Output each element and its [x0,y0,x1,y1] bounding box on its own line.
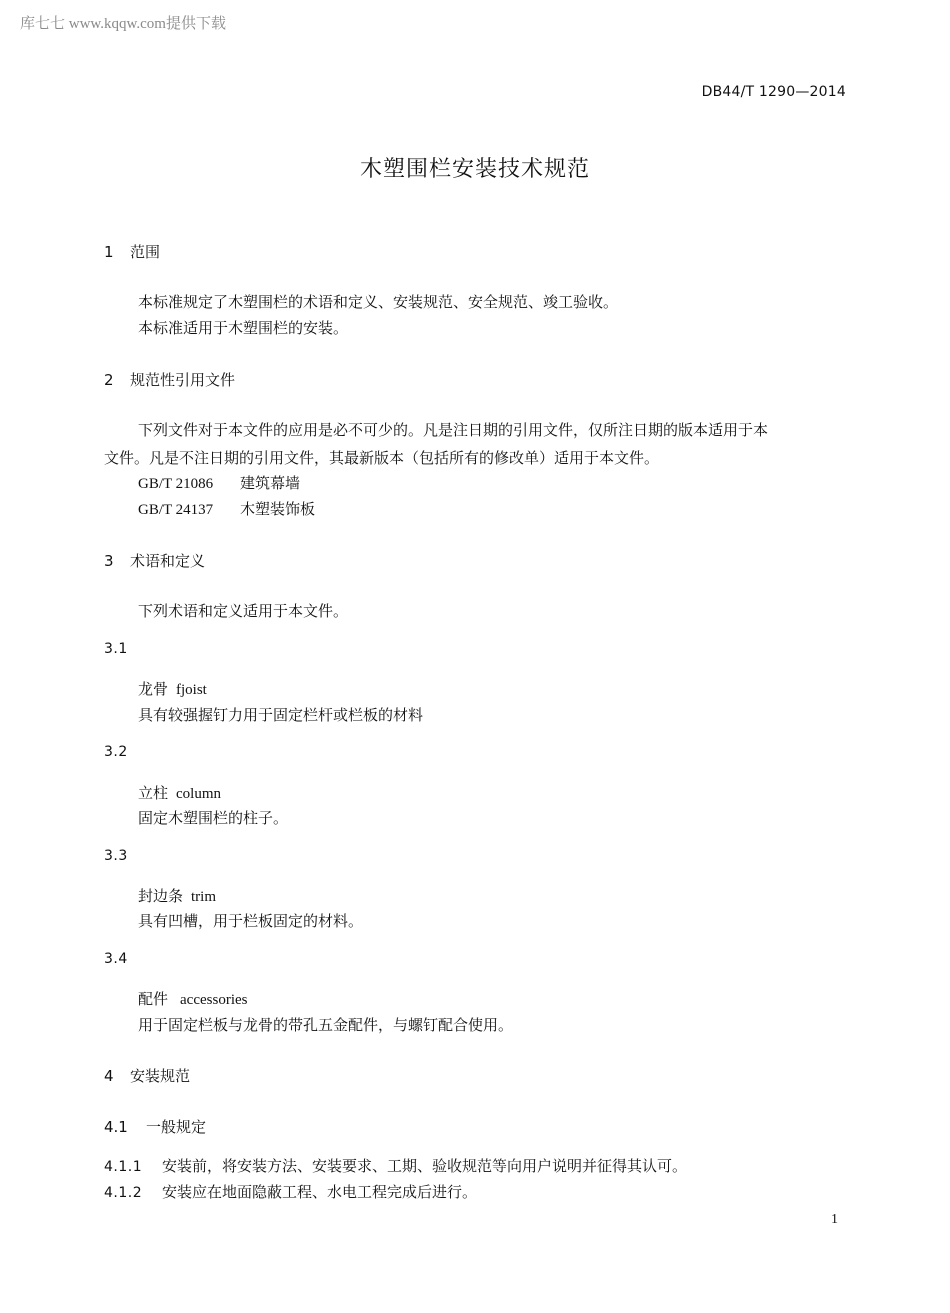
terms-intro: 下列术语和定义适用于本文件。 [138,604,349,620]
term-heading [138,782,221,803]
term-english: trim [191,889,217,905]
reference-code: GB/T 24137 [138,502,214,518]
term-definition: 固定木塑围栏的柱子。 [138,811,289,827]
term-definition: 具有凹槽，用于栏板固定的材料。 [138,914,364,930]
page-number: 1 [831,1212,838,1227]
term-heading [138,988,247,1009]
term-chinese: 封边条 [138,887,184,905]
clause-item [104,1181,477,1202]
term-heading [138,678,207,699]
section-2-heading [104,369,235,390]
scope-paragraph-2: 本标准适用于木塑围栏的安装。 [138,321,349,337]
clause-item [104,1155,687,1176]
reference-item [138,472,300,493]
clause-number: 4.1.2 [104,1185,143,1201]
section-1-heading [104,241,160,262]
references-paragraph-line-1: 下列文件对于本文件的应用是必不可少的。凡是注日期的引用文件，仅所注日期的版本适用于本 [138,423,769,439]
term-heading [138,885,216,906]
term-number: 3.4 [104,951,128,967]
section-number: 2 [104,371,114,389]
reference-name: 木塑装饰板 [240,502,316,518]
standard-code: DB44/T 1290—2014 [701,84,846,100]
term-definition: 具有较强握钉力用于固定栏杆或栏板的材料 [138,708,424,724]
term-chinese: 立柱 [138,784,169,802]
term-english: column [176,786,222,802]
term-number: 3.2 [104,744,128,760]
term-definition: 用于固定栏板与龙骨的带孔五金配件，与螺钉配合使用。 [138,1018,514,1034]
term-english: fjoist [176,682,207,698]
document-title: 木塑围栏安装技术规范 [359,157,590,182]
subsection-title: 一般规定 [146,1118,207,1136]
term-chinese: 配件 [138,990,169,1008]
watermark: 库七七 www.kqqw.com提供下载 [20,16,226,32]
term-number: 3.3 [104,848,128,864]
clause-number: 4.1.1 [104,1159,143,1175]
section-title: 范围 [130,243,161,261]
clause-text: 安装前，将安装方法、安装要求、工期、验收规范等向用户说明并征得其认可。 [162,1159,688,1175]
section-title: 安装规范 [130,1067,191,1085]
term-english: accessories [180,992,248,1008]
section-title: 术语和定义 [130,552,206,570]
reference-name: 建筑幕墙 [240,476,301,492]
section-number: 4 [104,1067,114,1085]
references-paragraph-line-2: 文件。凡是不注日期的引用文件，其最新版本（包括所有的修改单）适用于本文件。 [104,451,660,467]
section-number: 3 [104,552,114,570]
section-number: 1 [104,243,114,261]
section-4-heading [104,1065,190,1086]
subsection-number: 4.1 [104,1118,128,1136]
reference-code: GB/T 21086 [138,476,214,492]
section-title: 规范性引用文件 [130,371,236,389]
scope-paragraph-1: 本标准规定了木塑围栏的术语和定义、安装规范、安全规范、竣工验收。 [138,295,619,311]
reference-item [138,498,315,519]
section-3-heading [104,550,205,571]
subsection-4-1-heading [104,1116,206,1137]
term-number: 3.1 [104,641,128,657]
clause-text: 安装应在地面隐蔽工程、水电工程完成后进行。 [162,1185,478,1201]
term-chinese: 龙骨 [138,680,169,698]
